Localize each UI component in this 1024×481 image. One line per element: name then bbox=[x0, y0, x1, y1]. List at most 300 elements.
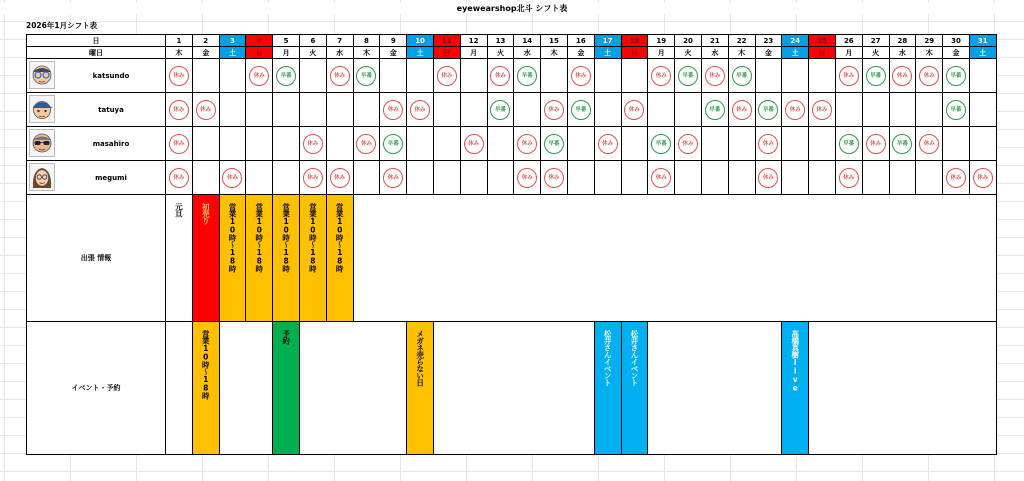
day-off-stamp: 休み bbox=[651, 168, 671, 188]
shift-cell[interactable] bbox=[916, 127, 943, 161]
shift-cell[interactable] bbox=[326, 59, 353, 93]
shift-cell[interactable] bbox=[380, 161, 407, 195]
day-number-cell[interactable] bbox=[916, 35, 943, 47]
day-number-cell[interactable] bbox=[889, 35, 916, 47]
shift-cell[interactable] bbox=[701, 93, 728, 127]
shift-cell[interactable] bbox=[916, 59, 943, 93]
shift-cell[interactable] bbox=[380, 93, 407, 127]
weekday-name: 木 bbox=[738, 48, 746, 57]
weekday-cell[interactable] bbox=[380, 47, 407, 59]
event-cell[interactable] bbox=[594, 322, 621, 455]
event-cell-text: 予約 bbox=[281, 330, 291, 344]
shift-cell[interactable] bbox=[353, 59, 380, 93]
shift-cell[interactable] bbox=[969, 59, 996, 93]
shift-cell[interactable] bbox=[675, 127, 702, 161]
weekday-header-label bbox=[27, 47, 166, 59]
shift-cell[interactable] bbox=[246, 59, 273, 93]
weekday-name: 金 bbox=[764, 48, 772, 57]
event-cell[interactable] bbox=[621, 322, 648, 455]
staff-row bbox=[27, 93, 997, 127]
weekday-header-text: 曜日 bbox=[89, 48, 103, 57]
shift-cell[interactable] bbox=[621, 127, 648, 161]
day-number-cell[interactable] bbox=[567, 35, 594, 47]
day-number: 18 bbox=[629, 36, 640, 45]
day-off-stamp: 休み bbox=[544, 100, 564, 120]
shift-cell[interactable] bbox=[326, 127, 353, 161]
shift-cell[interactable] bbox=[889, 93, 916, 127]
shift-cell[interactable] bbox=[675, 93, 702, 127]
staff-name: megumi bbox=[95, 173, 127, 182]
weekday-cell[interactable] bbox=[782, 47, 809, 59]
day-number: 11 bbox=[441, 36, 452, 45]
shift-cell[interactable] bbox=[701, 161, 728, 195]
day-off-stamp: 休み bbox=[169, 100, 189, 120]
shift-cell[interactable] bbox=[514, 127, 541, 161]
day-number-cell[interactable] bbox=[943, 35, 970, 47]
weekday-cell[interactable] bbox=[192, 47, 219, 59]
weekday-cell[interactable] bbox=[701, 47, 728, 59]
shift-cell[interactable] bbox=[621, 161, 648, 195]
day-number: 4 bbox=[256, 36, 262, 45]
early-shift-stamp: 早番 bbox=[705, 100, 725, 120]
shift-cell[interactable] bbox=[728, 127, 755, 161]
shift-cell[interactable] bbox=[273, 127, 300, 161]
weekday-name: 火 bbox=[309, 48, 317, 57]
shift-cell[interactable] bbox=[433, 93, 460, 127]
shift-cell[interactable] bbox=[621, 93, 648, 127]
shift-cell[interactable] bbox=[353, 161, 380, 195]
weekday-cell[interactable] bbox=[943, 47, 970, 59]
event-cell[interactable] bbox=[192, 322, 219, 455]
shift-cell[interactable] bbox=[835, 161, 862, 195]
weekday-cell[interactable] bbox=[299, 47, 326, 59]
day-number: 9 bbox=[390, 36, 396, 45]
day-off-stamp: 休み bbox=[973, 168, 993, 188]
day-number-cell[interactable] bbox=[514, 35, 541, 47]
day-off-stamp: 休み bbox=[624, 100, 644, 120]
shift-cell[interactable] bbox=[594, 161, 621, 195]
shift-cell[interactable] bbox=[782, 127, 809, 161]
weekday-cell[interactable] bbox=[353, 47, 380, 59]
early-shift-stamp: 早番 bbox=[892, 134, 912, 154]
shift-cell[interactable] bbox=[219, 161, 246, 195]
trip-info-label bbox=[27, 195, 166, 322]
weekday-cell[interactable] bbox=[541, 47, 568, 59]
day-number: 3 bbox=[230, 36, 235, 45]
weekday-name: 月 bbox=[657, 48, 665, 57]
day-number-cell[interactable] bbox=[246, 35, 273, 47]
event-label bbox=[27, 322, 166, 455]
day-off-stamp: 休み bbox=[839, 168, 859, 188]
staff-name-cell[interactable] bbox=[27, 161, 166, 195]
day-number-cell[interactable] bbox=[299, 35, 326, 47]
event-cell[interactable] bbox=[809, 322, 997, 455]
shift-cell[interactable] bbox=[648, 161, 675, 195]
shift-cell[interactable] bbox=[594, 93, 621, 127]
weekday-name: 木 bbox=[175, 48, 183, 57]
day-off-stamp: 休み bbox=[303, 134, 323, 154]
trip-info-cell[interactable] bbox=[326, 195, 353, 322]
shift-cell[interactable] bbox=[433, 59, 460, 93]
shift-cell[interactable] bbox=[514, 59, 541, 93]
staff-name-cell[interactable] bbox=[27, 93, 166, 127]
weekday-cell[interactable] bbox=[835, 47, 862, 59]
weekday-cell[interactable] bbox=[916, 47, 943, 59]
weekday-cell[interactable] bbox=[273, 47, 300, 59]
day-number-cell[interactable] bbox=[835, 35, 862, 47]
shift-cell[interactable] bbox=[380, 59, 407, 93]
day-number: 10 bbox=[415, 36, 425, 45]
staff-row bbox=[27, 161, 997, 195]
day-number: 6 bbox=[310, 36, 316, 45]
day-number: 24 bbox=[790, 36, 801, 45]
shift-cell[interactable] bbox=[460, 93, 487, 127]
early-shift-stamp: 早番 bbox=[276, 66, 296, 86]
weekday-cell[interactable] bbox=[326, 47, 353, 59]
shift-cell[interactable] bbox=[782, 59, 809, 93]
weekday-name: 金 bbox=[202, 48, 210, 57]
day-number-cell[interactable] bbox=[487, 35, 514, 47]
shift-cell[interactable] bbox=[166, 93, 193, 127]
shift-cell[interactable] bbox=[889, 161, 916, 195]
day-number-cell[interactable] bbox=[166, 35, 193, 47]
day-number-cell[interactable] bbox=[326, 35, 353, 47]
shift-cell[interactable] bbox=[594, 127, 621, 161]
trip-info-cell[interactable] bbox=[353, 195, 996, 322]
weekday-cell[interactable] bbox=[728, 47, 755, 59]
early-shift-stamp: 早番 bbox=[544, 134, 564, 154]
shift-cell[interactable] bbox=[862, 161, 889, 195]
shift-cell[interactable] bbox=[567, 59, 594, 93]
day-off-stamp: 休み bbox=[464, 134, 484, 154]
weekday-cell[interactable] bbox=[862, 47, 889, 59]
event-cell[interactable] bbox=[299, 322, 406, 455]
trip-info-cell-content bbox=[220, 195, 246, 321]
event-label-text: イベント・予約 bbox=[71, 384, 121, 392]
shift-cell[interactable] bbox=[192, 127, 219, 161]
weekday-cell[interactable] bbox=[809, 47, 836, 59]
day-number-cell[interactable] bbox=[782, 35, 809, 47]
trip-info-cell[interactable] bbox=[246, 195, 273, 322]
day-number: 15 bbox=[549, 36, 559, 45]
shift-cell[interactable] bbox=[460, 127, 487, 161]
weekday-name: 土 bbox=[416, 48, 424, 57]
trip-info-cell[interactable] bbox=[166, 195, 193, 322]
shift-cell[interactable] bbox=[353, 127, 380, 161]
weekday-name: 日 bbox=[818, 48, 826, 57]
shift-cell[interactable] bbox=[514, 93, 541, 127]
weekday-cell[interactable] bbox=[166, 47, 193, 59]
shift-cell[interactable] bbox=[969, 161, 996, 195]
shift-cell[interactable] bbox=[460, 59, 487, 93]
early-shift-stamp: 早番 bbox=[651, 134, 671, 154]
shift-cell[interactable] bbox=[835, 59, 862, 93]
shift-cell[interactable] bbox=[407, 161, 434, 195]
event-cell-text: メガネ売らない日 bbox=[415, 330, 425, 386]
staff-row bbox=[27, 59, 997, 93]
shift-cell[interactable] bbox=[326, 93, 353, 127]
trip-info-cell[interactable] bbox=[192, 195, 219, 322]
event-cell[interactable] bbox=[407, 322, 434, 455]
day-number: 26 bbox=[843, 36, 854, 45]
shift-cell[interactable] bbox=[675, 59, 702, 93]
shift-cell[interactable] bbox=[889, 59, 916, 93]
early-shift-stamp: 早番 bbox=[490, 100, 510, 120]
weekday-name: 金 bbox=[389, 48, 397, 57]
event-cell-text: 松井さんイベント bbox=[603, 330, 613, 386]
day-number-cell[interactable] bbox=[728, 35, 755, 47]
shift-cell[interactable] bbox=[943, 93, 970, 127]
shift-cell[interactable] bbox=[782, 93, 809, 127]
shift-cell[interactable] bbox=[541, 93, 568, 127]
shift-cell[interactable] bbox=[380, 127, 407, 161]
day-number: 21 bbox=[709, 36, 720, 45]
day-number: 19 bbox=[656, 36, 667, 45]
shift-cell[interactable] bbox=[755, 59, 782, 93]
weekday-name: 金 bbox=[577, 48, 585, 57]
day-number: 16 bbox=[575, 36, 586, 45]
day-number: 23 bbox=[763, 36, 774, 45]
day-number-cell[interactable] bbox=[192, 35, 219, 47]
day-off-stamp: 休み bbox=[866, 134, 886, 154]
shift-cell[interactable] bbox=[192, 93, 219, 127]
shift-cell[interactable] bbox=[541, 127, 568, 161]
day-number-cell[interactable] bbox=[594, 35, 621, 47]
day-off-stamp: 休み bbox=[330, 168, 350, 188]
shift-cell[interactable] bbox=[567, 93, 594, 127]
shift-cell[interactable] bbox=[701, 59, 728, 93]
day-number-cell[interactable] bbox=[648, 35, 675, 47]
weekday-name: 土 bbox=[791, 48, 799, 57]
shift-cell[interactable] bbox=[862, 93, 889, 127]
shift-cell[interactable] bbox=[943, 161, 970, 195]
weekday-cell[interactable] bbox=[567, 47, 594, 59]
shift-cell[interactable] bbox=[755, 93, 782, 127]
day-off-stamp: 休み bbox=[651, 66, 671, 86]
avatar-woman-icon bbox=[29, 163, 55, 191]
weekday-cell[interactable] bbox=[460, 47, 487, 59]
shift-cell[interactable] bbox=[487, 127, 514, 161]
shift-cell[interactable] bbox=[541, 59, 568, 93]
weekday-name: 木 bbox=[550, 48, 558, 57]
shift-cell[interactable] bbox=[943, 59, 970, 93]
trip-info-cell[interactable] bbox=[299, 195, 326, 322]
day-number-cell[interactable] bbox=[809, 35, 836, 47]
weekday-cell[interactable] bbox=[433, 47, 460, 59]
day-off-stamp: 休み bbox=[410, 100, 430, 120]
day-off-stamp: 休み bbox=[919, 134, 939, 154]
weekday-cell[interactable] bbox=[514, 47, 541, 59]
day-number-cell[interactable] bbox=[460, 35, 487, 47]
weekday-cell[interactable] bbox=[487, 47, 514, 59]
shift-cell[interactable] bbox=[621, 59, 648, 93]
day-number-cell[interactable] bbox=[675, 35, 702, 47]
day-number: 28 bbox=[897, 36, 908, 45]
event-cell-content bbox=[273, 322, 299, 454]
day-number-cell[interactable] bbox=[755, 35, 782, 47]
event-cell-text: 営業10時〜18時 bbox=[201, 330, 211, 399]
shift-cell[interactable] bbox=[246, 161, 273, 195]
shift-cell[interactable] bbox=[487, 161, 514, 195]
trip-info-cell[interactable] bbox=[219, 195, 246, 322]
shift-cell[interactable] bbox=[675, 161, 702, 195]
day-off-stamp: 休み bbox=[169, 134, 189, 154]
shift-cell[interactable] bbox=[567, 161, 594, 195]
weekday-name: 金 bbox=[952, 48, 960, 57]
shift-cell[interactable] bbox=[273, 161, 300, 195]
shift-cell[interactable] bbox=[701, 127, 728, 161]
trip-info-cell-content bbox=[193, 195, 219, 321]
shift-cell[interactable] bbox=[943, 127, 970, 161]
shift-cell[interactable] bbox=[862, 127, 889, 161]
shift-cell[interactable] bbox=[407, 59, 434, 93]
weekday-cell[interactable] bbox=[969, 47, 996, 59]
trip-info-cell-content bbox=[327, 195, 353, 321]
event-cell[interactable] bbox=[433, 322, 594, 455]
weekday-cell[interactable] bbox=[675, 47, 702, 59]
shift-cell[interactable] bbox=[407, 93, 434, 127]
event-cell[interactable] bbox=[273, 322, 300, 455]
shift-cell[interactable] bbox=[514, 161, 541, 195]
staff-name-cell[interactable] bbox=[27, 59, 166, 93]
day-number-cell[interactable] bbox=[701, 35, 728, 47]
avatar-glasses-icon bbox=[29, 61, 55, 89]
day-number: 30 bbox=[951, 36, 961, 45]
shift-cell[interactable] bbox=[299, 93, 326, 127]
shift-cell[interactable] bbox=[648, 127, 675, 161]
shift-cell[interactable] bbox=[299, 161, 326, 195]
shift-cell[interactable] bbox=[299, 127, 326, 161]
day-off-stamp: 休み bbox=[571, 66, 591, 86]
weekday-name: 日 bbox=[630, 48, 638, 57]
day-off-stamp: 休み bbox=[839, 66, 859, 86]
event-cell[interactable] bbox=[219, 322, 273, 455]
shift-cell[interactable] bbox=[755, 127, 782, 161]
weekday-cell[interactable] bbox=[594, 47, 621, 59]
day-off-stamp: 休み bbox=[330, 66, 350, 86]
weekday-cell[interactable] bbox=[755, 47, 782, 59]
weekday-name: 火 bbox=[872, 48, 880, 57]
shift-cell[interactable] bbox=[192, 161, 219, 195]
day-number: 31 bbox=[977, 36, 988, 45]
weekday-cell[interactable] bbox=[889, 47, 916, 59]
early-shift-stamp: 早番 bbox=[946, 100, 966, 120]
staff-name-cell[interactable] bbox=[27, 127, 166, 161]
shift-cell[interactable] bbox=[567, 127, 594, 161]
shift-cell[interactable] bbox=[299, 59, 326, 93]
day-off-stamp: 休み bbox=[732, 100, 752, 120]
shift-cell[interactable] bbox=[809, 161, 836, 195]
shift-cell[interactable] bbox=[782, 161, 809, 195]
trip-info-cell-content bbox=[300, 195, 326, 321]
day-number-cell[interactable] bbox=[862, 35, 889, 47]
shift-cell[interactable] bbox=[219, 127, 246, 161]
event-cell[interactable] bbox=[648, 322, 782, 455]
shift-cell[interactable] bbox=[916, 93, 943, 127]
day-number: 22 bbox=[736, 36, 747, 45]
shift-cell[interactable] bbox=[487, 59, 514, 93]
event-cell[interactable] bbox=[166, 322, 193, 455]
shift-cell[interactable] bbox=[728, 59, 755, 93]
shift-cell[interactable] bbox=[809, 59, 836, 93]
shift-cell[interactable] bbox=[889, 127, 916, 161]
day-number: 20 bbox=[683, 36, 693, 45]
weekday-cell[interactable] bbox=[621, 47, 648, 59]
shift-cell[interactable] bbox=[487, 93, 514, 127]
shift-cell[interactable] bbox=[594, 59, 621, 93]
day-number-cell[interactable] bbox=[407, 35, 434, 47]
shift-cell[interactable] bbox=[273, 93, 300, 127]
shift-cell[interactable] bbox=[166, 161, 193, 195]
shift-cell[interactable] bbox=[969, 127, 996, 161]
shift-cell[interactable] bbox=[326, 161, 353, 195]
day-off-stamp: 休み bbox=[490, 66, 510, 86]
shift-cell[interactable] bbox=[353, 93, 380, 127]
shift-cell[interactable] bbox=[166, 59, 193, 93]
shift-cell[interactable] bbox=[835, 93, 862, 127]
shift-cell[interactable] bbox=[541, 161, 568, 195]
weekday-cell[interactable] bbox=[648, 47, 675, 59]
shift-cell[interactable] bbox=[166, 127, 193, 161]
day-number-cell[interactable] bbox=[969, 35, 996, 47]
shift-cell[interactable] bbox=[969, 93, 996, 127]
shift-cell[interactable] bbox=[755, 161, 782, 195]
weekday-cell[interactable] bbox=[407, 47, 434, 59]
shift-cell[interactable] bbox=[407, 127, 434, 161]
day-number-cell[interactable] bbox=[273, 35, 300, 47]
day-number-cell[interactable] bbox=[541, 35, 568, 47]
shift-cell[interactable] bbox=[728, 93, 755, 127]
shift-cell[interactable] bbox=[809, 127, 836, 161]
trip-info-cell-text: 営業10時〜18時 bbox=[281, 203, 291, 272]
day-number: 27 bbox=[870, 36, 881, 45]
shift-cell[interactable] bbox=[273, 59, 300, 93]
shift-cell[interactable] bbox=[192, 59, 219, 93]
day-number: 2 bbox=[203, 36, 209, 45]
shift-cell[interactable] bbox=[433, 161, 460, 195]
shift-cell[interactable] bbox=[862, 59, 889, 93]
day-number-cell[interactable] bbox=[621, 35, 648, 47]
day-number-cell[interactable] bbox=[433, 35, 460, 47]
shift-cell[interactable] bbox=[460, 161, 487, 195]
shift-cell[interactable] bbox=[219, 59, 246, 93]
shift-cell[interactable] bbox=[648, 59, 675, 93]
day-number-cell[interactable] bbox=[353, 35, 380, 47]
day-off-stamp: 休み bbox=[517, 168, 537, 188]
trip-info-cell[interactable] bbox=[273, 195, 300, 322]
shift-cell[interactable] bbox=[433, 127, 460, 161]
shift-cell[interactable] bbox=[219, 93, 246, 127]
day-number-cell[interactable] bbox=[219, 35, 246, 47]
trip-info-cell-text: 初売り bbox=[201, 203, 211, 224]
day-off-stamp: 休み bbox=[303, 168, 323, 188]
weekday-cell[interactable] bbox=[219, 47, 246, 59]
shift-cell[interactable] bbox=[246, 127, 273, 161]
shift-cell[interactable] bbox=[835, 127, 862, 161]
shift-cell[interactable] bbox=[916, 161, 943, 195]
shift-cell[interactable] bbox=[246, 93, 273, 127]
day-number-cell[interactable] bbox=[380, 35, 407, 47]
event-cell-content bbox=[193, 322, 219, 454]
shift-cell[interactable] bbox=[809, 93, 836, 127]
shift-cell[interactable] bbox=[728, 161, 755, 195]
day-off-stamp: 休み bbox=[544, 168, 564, 188]
event-cell[interactable] bbox=[782, 322, 809, 455]
shift-cell[interactable] bbox=[648, 93, 675, 127]
weekday-name: 水 bbox=[711, 48, 719, 57]
weekday-cell[interactable] bbox=[246, 47, 273, 59]
day-off-stamp: 休み bbox=[356, 134, 376, 154]
